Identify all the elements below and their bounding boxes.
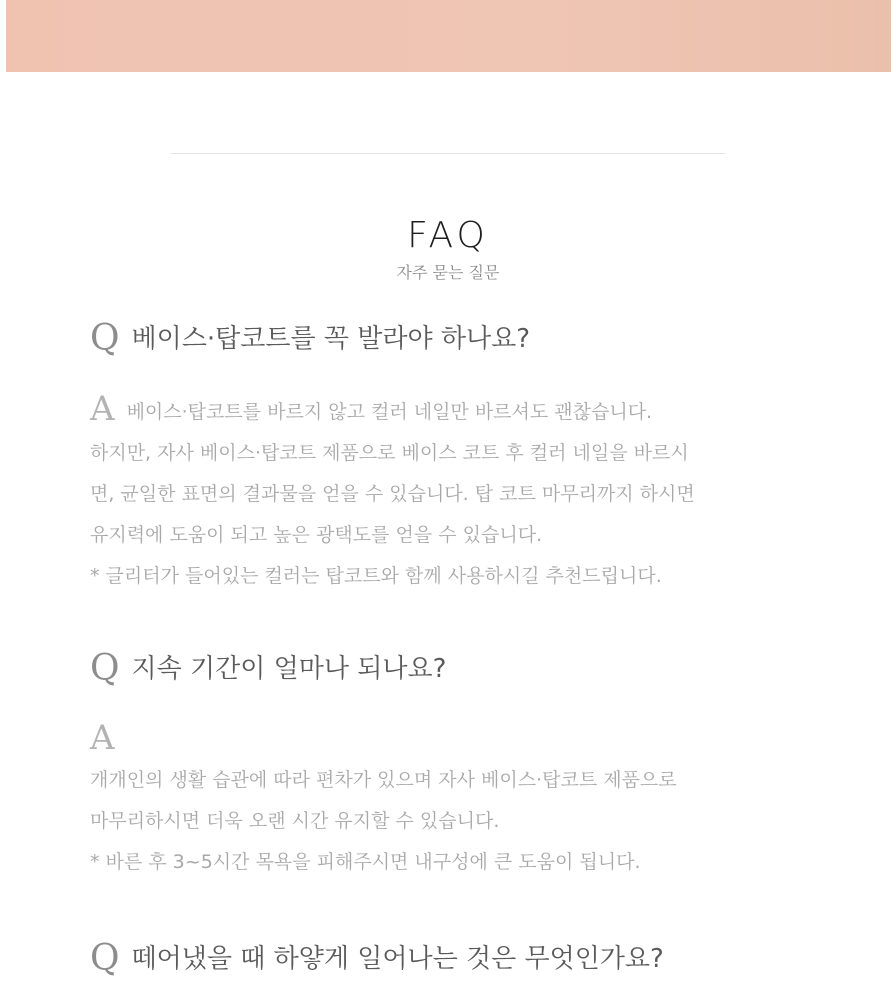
answer-note: * 글리터가 들어있는 컬러는 탑코트와 함께 사용하시길 추천드립니다. <box>90 565 662 587</box>
answer-line: 개개인의 생활 습관에 따라 편차가 있으며 자사 베이스·탑코트 제품으로 <box>90 769 677 791</box>
q-mark-icon: Q <box>90 938 120 979</box>
question-text: 지속 기간이 얼마나 되나요? <box>131 654 447 684</box>
faq-question-3 <box>90 937 664 981</box>
question-text: 베이스·탑코트를 꼭 발라야 하나요? <box>131 324 530 354</box>
a-mark-icon: A <box>90 718 115 758</box>
question-text: 떼어냈을 때 하얗게 일어나는 것은 무엇인가요? <box>131 944 664 974</box>
answer-note: * 바른 후 3~5시간 목욕을 피해주시면 내구성에 큰 도움이 됩니다. <box>90 851 641 873</box>
answer-line: 면, 균일한 표면의 결과물을 얻을 수 있습니다. 탑 코트 마무리까지 하시면 <box>90 483 695 505</box>
faq-answer-2 <box>90 716 820 883</box>
answer-line: 유지력에 도움이 되고 높은 광택도를 얻을 수 있습니다. <box>90 524 543 546</box>
faq-question-1 <box>90 317 530 361</box>
q-mark-icon: Q <box>90 648 120 689</box>
answer-text: 베이스·탑코트를 바르지 않고 컬러 네일만 바르셔도 괜찮습니다. <box>126 401 653 423</box>
q-mark-icon: Q <box>90 318 120 359</box>
faq-answer-1 <box>90 389 820 597</box>
page-subtitle: 자주 묻는 질문 <box>396 263 500 282</box>
page-title: FAQ <box>407 215 489 256</box>
answer-line: 마무리하시면 더욱 오랜 시간 유지할 수 있습니다. <box>90 810 500 832</box>
top-banner <box>6 0 891 72</box>
a-mark-icon: A <box>90 389 115 429</box>
answer-line <box>90 389 820 433</box>
section-divider <box>171 153 725 154</box>
faq-question-2 <box>90 647 446 691</box>
answer-line: 하지만, 자사 베이스·탑코트 제품으로 베이스 코트 후 컬러 네일을 바르시 <box>90 442 689 464</box>
